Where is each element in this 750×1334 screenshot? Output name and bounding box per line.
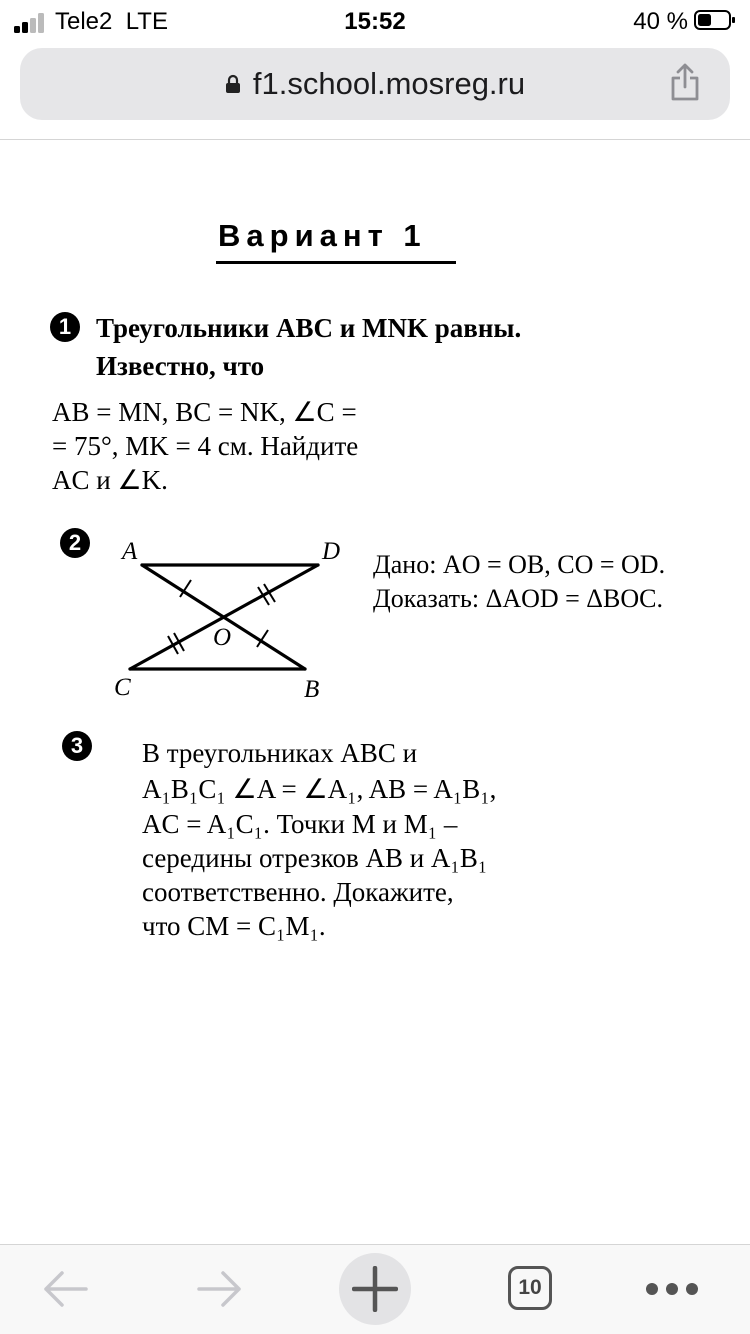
task-3-line: AC = A₁C₁. Точки M и M₁ – <box>142 809 458 839</box>
new-tab-button[interactable] <box>339 1253 411 1325</box>
plus-icon <box>352 1266 398 1312</box>
task-3-line: середины отрезков AB и A₁B₁ <box>142 843 488 873</box>
url-text: f1.school.mosreg.ru <box>252 66 526 101</box>
more-dots-icon[interactable] <box>644 1281 700 1297</box>
lock-icon <box>225 74 241 94</box>
triangles-diagram <box>100 533 360 708</box>
status-time: 15:52 <box>344 8 406 35</box>
status-bar <box>0 0 750 44</box>
back-arrow-icon[interactable] <box>40 1269 90 1309</box>
address-bar[interactable] <box>20 48 730 120</box>
task-3-line: соответственно. Докажите, <box>142 877 454 907</box>
task-1-line: Треугольники ABC и MNK равны. <box>96 313 522 343</box>
task-2-number: 2 <box>60 528 90 558</box>
point-a-label: A <box>122 538 138 565</box>
point-o-label: O <box>213 624 232 651</box>
segment-dc <box>130 565 318 669</box>
task-3-line: A₁B₁C₁ ∠A = ∠A₁, AB = A₁B₁, <box>142 774 497 804</box>
task-3-line: В треугольниках ABC и <box>142 738 418 768</box>
task-2-prove: Доказать: ΔAOD = ΔBOC. <box>373 584 663 613</box>
worksheet-page <box>0 140 750 1245</box>
task-1-number: 1 <box>50 312 80 342</box>
point-d-label: D <box>322 538 341 565</box>
task-1-line: AB = MN, BC = NK, ∠C = <box>52 397 357 427</box>
point-c-label: C <box>114 674 131 701</box>
tabs-button[interactable]: 10 <box>508 1266 552 1310</box>
title-underline <box>216 261 456 264</box>
task-3-line: что CM = C₁M₁. <box>142 911 326 941</box>
forward-arrow-icon[interactable] <box>195 1269 245 1309</box>
share-icon[interactable] <box>670 62 700 102</box>
task-1-line: = 75°, MK = 4 см. Найдите <box>52 431 359 461</box>
task-1-line: AC и ∠K. <box>52 465 168 495</box>
task-2-given: Дано: AO = OB, CO = OD. <box>373 550 666 579</box>
variant-title: Вариант 1 <box>218 218 427 253</box>
browser-toolbar <box>0 1245 750 1334</box>
carrier-name: Tele2 <box>55 8 113 35</box>
network-type: LTE <box>125 8 168 35</box>
task-1-line: Известно, что <box>96 351 265 381</box>
task-3-number: 3 <box>62 731 92 761</box>
battery-icon <box>694 10 736 30</box>
battery-percent: 40 % <box>633 8 688 35</box>
point-b-label: B <box>304 676 320 703</box>
